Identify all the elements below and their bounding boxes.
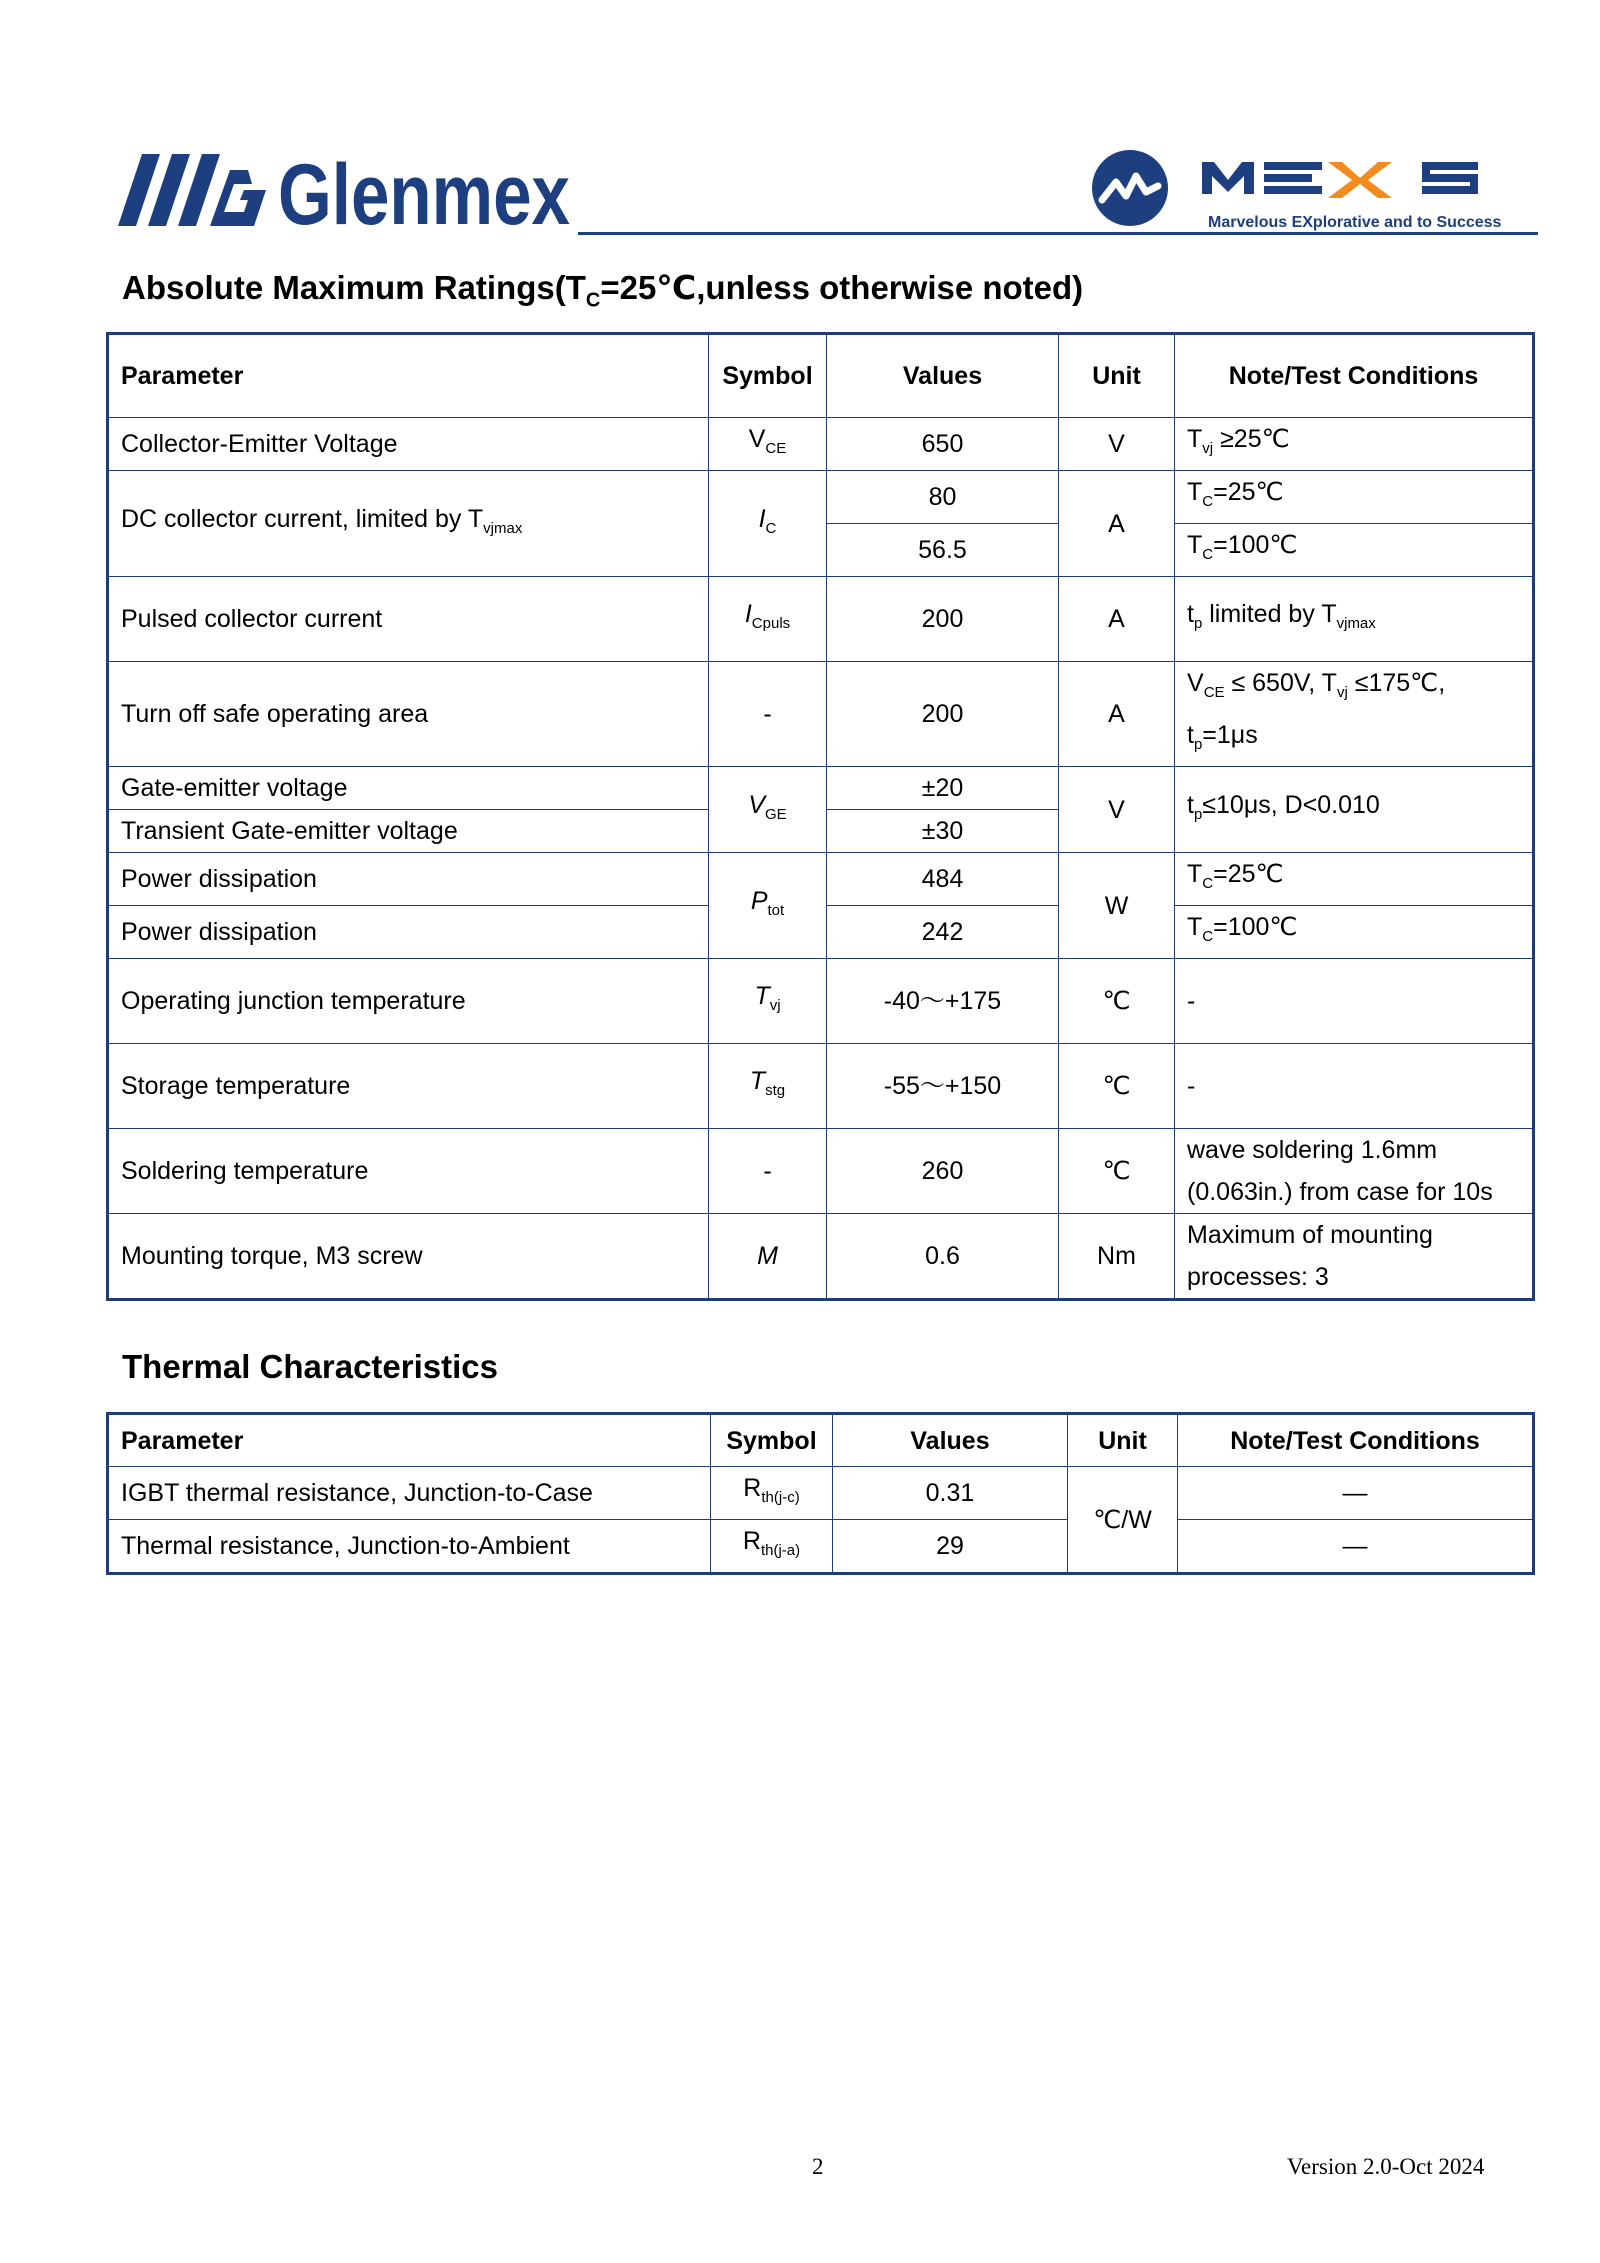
value-cell: -40～+175 xyxy=(827,959,1059,1044)
note-cell: $V_{CE} \le 650V$, $T_{vj}$ ≤175℃, $t_p=1\mu s$ xyxy=(1175,662,1534,767)
param-cell: Operating junction temperature xyxy=(108,959,709,1044)
table-row xyxy=(108,471,1534,524)
table-row xyxy=(108,1214,1534,1300)
note-cell: - xyxy=(1175,1044,1534,1129)
unit-cell: A xyxy=(1059,577,1175,662)
symbol-cell: - xyxy=(709,1129,827,1214)
unit-cell: ℃ xyxy=(1059,1044,1175,1129)
table-header-row xyxy=(108,334,1534,418)
table-row xyxy=(108,1044,1534,1129)
note-cell: wave soldering 1.6mm (0.063in.) from case for 10s xyxy=(1175,1129,1534,1214)
symbol-cell: $V_{CE}$ xyxy=(709,418,827,471)
table-row xyxy=(108,662,1534,767)
param-cell: Turn off safe operating area xyxy=(108,662,709,767)
unit-cell: ℃/W xyxy=(1068,1467,1178,1574)
symbol-cell: M xyxy=(709,1214,827,1300)
unit-cell: ℃ xyxy=(1059,1129,1175,1214)
table-row xyxy=(108,767,1534,810)
table-row xyxy=(108,853,1534,906)
header-values: Values xyxy=(833,1414,1068,1467)
value-cell: 0.6 xyxy=(827,1214,1059,1300)
note-cell: — xyxy=(1178,1520,1534,1574)
symbol-cell: $P_{tot}$ xyxy=(709,853,827,959)
note-cell: $T_C=100℃$ xyxy=(1175,906,1534,959)
unit-cell: V xyxy=(1059,767,1175,853)
thermal-table xyxy=(106,1412,1535,1575)
version-label: Version 2.0-Oct 2024 xyxy=(1287,2154,1485,2179)
header-symbol: Symbol xyxy=(709,334,827,418)
note-cell: $t_p\le 10\mu s$, D<0.010 xyxy=(1175,767,1534,853)
value-cell: 650 xyxy=(827,418,1059,471)
table-row xyxy=(108,959,1534,1044)
value-cell: ±30 xyxy=(827,810,1059,853)
table-row xyxy=(108,1467,1534,1520)
header-notes: Note/Test Conditions xyxy=(1175,334,1534,418)
value-cell: 29 xyxy=(833,1520,1068,1574)
page-header xyxy=(0,0,1600,243)
unit-cell: W xyxy=(1059,853,1175,959)
value-cell: -55～+150 xyxy=(827,1044,1059,1129)
symbol-cell: $T_{stg}$ xyxy=(709,1044,827,1129)
table-row xyxy=(108,577,1534,662)
param-cell: Power dissipation xyxy=(108,906,709,959)
symbol-cell: $I_C$ xyxy=(709,471,827,577)
value-cell: 80 xyxy=(827,471,1059,524)
note-cell: $T_C=25℃$ xyxy=(1175,471,1534,524)
value-cell: ±20 xyxy=(827,767,1059,810)
unit-cell: ℃ xyxy=(1059,959,1175,1044)
header-values: Values xyxy=(827,334,1059,418)
abs-max-title: Absolute Maximum $Ratings(T_C=25℃,unless$ otherwise noted) xyxy=(122,269,1084,312)
header-unit: Unit xyxy=(1068,1414,1178,1467)
value-cell: 484 xyxy=(827,853,1059,906)
note-cell: $t_p$ limited by $T_{vjmax}$ xyxy=(1175,577,1534,662)
symbol-cell: $I_{Cpuls}$ xyxy=(709,577,827,662)
glenmex-logo xyxy=(118,147,578,243)
unit-cell: A xyxy=(1059,471,1175,577)
param-cell: IGBT thermal resistance, Junction-to-Case xyxy=(108,1467,711,1520)
symbol-cell: $T_{vj}$ xyxy=(709,959,827,1044)
table-row xyxy=(108,1520,1534,1574)
mexs-logo-text: MEXS xyxy=(1092,146,1095,147)
note-cell: Maximum of mounting processes: 3 xyxy=(1175,1214,1534,1300)
param-cell: Storage temperature xyxy=(108,1044,709,1129)
page-number: 2 xyxy=(812,2154,824,2179)
value-cell: 200 xyxy=(827,577,1059,662)
note-cell: $T_C=25℃$ xyxy=(1175,853,1534,906)
symbol-cell: $R_{th(j-c)}$ xyxy=(711,1467,833,1520)
value-cell: 200 xyxy=(827,662,1059,767)
note-cell: — xyxy=(1178,1467,1534,1520)
value-cell: 242 xyxy=(827,906,1059,959)
unit-cell: A xyxy=(1059,662,1175,767)
table-header-row xyxy=(108,1414,1534,1467)
value-cell: 0.31 xyxy=(833,1467,1068,1520)
thermal-title: Thermal Characteristics xyxy=(122,1348,499,1385)
value-cell: 260 xyxy=(827,1129,1059,1214)
mexs-tagline: Marvelous EXplorative and to Success xyxy=(1208,214,1502,231)
param-cell: Pulsed collector current xyxy=(108,577,709,662)
param-cell: Transient Gate-emitter voltage xyxy=(108,810,709,853)
unit-cell: V xyxy=(1059,418,1175,471)
header-parameter: Parameter xyxy=(108,334,709,418)
header-symbol: Symbol xyxy=(711,1414,833,1467)
param-cell: Collector-Emitter Voltage xyxy=(108,418,709,471)
header-notes: Note/Test Conditions xyxy=(1178,1414,1534,1467)
param-cell: Thermal resistance, Junction-to-Ambient xyxy=(108,1520,711,1574)
note-cell: $T_C=100℃$ xyxy=(1175,524,1534,577)
table-row xyxy=(108,418,1534,471)
symbol-cell: $V_{GE}$ xyxy=(709,767,827,853)
unit-cell: Nm xyxy=(1059,1214,1175,1300)
symbol-cell: $R_{th(j-a)}$ xyxy=(711,1520,833,1574)
abs-max-table xyxy=(106,332,1535,1301)
note-cell: $T_{vj}$ ≥25℃ xyxy=(1175,418,1534,471)
param-cell: Soldering temperature xyxy=(108,1129,709,1214)
glenmex-logo-text: Glenmex xyxy=(278,147,571,243)
table-row xyxy=(108,1129,1534,1214)
param-cell: DC collector current, limited by $T_{vjmax}$ xyxy=(108,471,709,577)
param-cell: Gate-emitter voltage xyxy=(108,767,709,810)
header-unit: Unit xyxy=(1059,334,1175,418)
symbol-cell: - xyxy=(709,662,827,767)
param-cell: Mounting torque, M3 screw xyxy=(108,1214,709,1300)
note-cell: - xyxy=(1175,959,1534,1044)
header-parameter: Parameter xyxy=(108,1414,711,1467)
value-cell: 56.5 xyxy=(827,524,1059,577)
param-cell: Power dissipation xyxy=(108,853,709,906)
